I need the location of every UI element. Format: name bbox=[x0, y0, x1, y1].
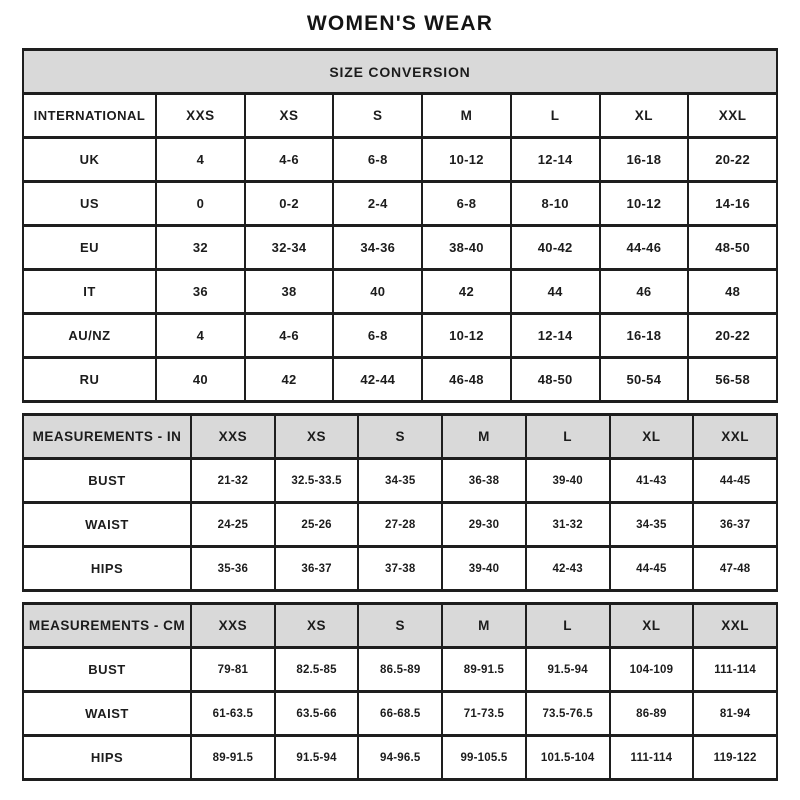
column-header: L bbox=[511, 94, 600, 138]
table-header-row bbox=[23, 415, 777, 459]
table-cell: 16-18 bbox=[600, 314, 689, 358]
table-cell: 34-35 bbox=[610, 503, 694, 547]
row-label: EU bbox=[23, 226, 156, 270]
row-label: BUST bbox=[23, 459, 191, 503]
table-cell: 111-114 bbox=[610, 736, 694, 780]
table-cell: 29-30 bbox=[442, 503, 526, 547]
column-header: XS bbox=[245, 94, 334, 138]
table-row bbox=[23, 226, 777, 270]
table-cell: 44-46 bbox=[600, 226, 689, 270]
table-cell: 0-2 bbox=[245, 182, 334, 226]
table-cell: 25-26 bbox=[275, 503, 359, 547]
table-cell: 79-81 bbox=[191, 648, 275, 692]
table-cell: 94-96.5 bbox=[358, 736, 442, 780]
table-cell: 12-14 bbox=[511, 314, 600, 358]
size-conversion-header: SIZE CONVERSION bbox=[23, 50, 777, 94]
row-label: HIPS bbox=[23, 736, 191, 780]
table-cell: 48-50 bbox=[511, 358, 600, 402]
table-cell: 8-10 bbox=[511, 182, 600, 226]
table-row bbox=[23, 736, 777, 780]
table-cell: 56-58 bbox=[688, 358, 777, 402]
table-cell: 42-43 bbox=[526, 547, 610, 591]
row-label: US bbox=[23, 182, 156, 226]
table-cell: 42-44 bbox=[333, 358, 422, 402]
table-cell: 82.5-85 bbox=[275, 648, 359, 692]
table-row bbox=[23, 314, 777, 358]
table-cell: 39-40 bbox=[442, 547, 526, 591]
table-cell: 86-89 bbox=[610, 692, 694, 736]
table-cell: 63.5-66 bbox=[275, 692, 359, 736]
table-cell: 71-73.5 bbox=[442, 692, 526, 736]
column-header: XXL bbox=[693, 604, 777, 648]
table-cell: 44-45 bbox=[693, 459, 777, 503]
table-cell: 104-109 bbox=[610, 648, 694, 692]
table-cell: 38-40 bbox=[422, 226, 511, 270]
table-cell: 10-12 bbox=[600, 182, 689, 226]
row-label: UK bbox=[23, 138, 156, 182]
measurements-in-header: MEASUREMENTS - IN bbox=[23, 415, 191, 459]
table-cell: 32-34 bbox=[245, 226, 334, 270]
table-cell: 32.5-33.5 bbox=[275, 459, 359, 503]
row-label: RU bbox=[23, 358, 156, 402]
column-header: L bbox=[526, 604, 610, 648]
measurements-in-table bbox=[22, 413, 778, 592]
row-label: WAIST bbox=[23, 692, 191, 736]
table-cell: 36-37 bbox=[275, 547, 359, 591]
column-header: S bbox=[358, 415, 442, 459]
table-cell: 48-50 bbox=[688, 226, 777, 270]
table-cell: 48 bbox=[688, 270, 777, 314]
row-label: HIPS bbox=[23, 547, 191, 591]
table-cell: 20-22 bbox=[688, 314, 777, 358]
table-cell: 73.5-76.5 bbox=[526, 692, 610, 736]
table-cell: 38 bbox=[245, 270, 334, 314]
table-cell: 0 bbox=[156, 182, 245, 226]
column-header: XXL bbox=[688, 94, 777, 138]
table-cell: 20-22 bbox=[688, 138, 777, 182]
row-label: IT bbox=[23, 270, 156, 314]
table-cell: 119-122 bbox=[693, 736, 777, 780]
table-cell: 41-43 bbox=[610, 459, 694, 503]
measurements-cm-header: MEASUREMENTS - CM bbox=[23, 604, 191, 648]
table-cell: 34-35 bbox=[358, 459, 442, 503]
table-cell: 91.5-94 bbox=[275, 736, 359, 780]
table-cell: 81-94 bbox=[693, 692, 777, 736]
table-cell: 27-28 bbox=[358, 503, 442, 547]
table-row bbox=[23, 138, 777, 182]
table-cell: 86.5-89 bbox=[358, 648, 442, 692]
table-row bbox=[23, 459, 777, 503]
table-cell: 6-8 bbox=[422, 182, 511, 226]
column-header: XXS bbox=[191, 415, 275, 459]
table-cell: 4 bbox=[156, 138, 245, 182]
table-row bbox=[23, 270, 777, 314]
row-label: AU/NZ bbox=[23, 314, 156, 358]
table-cell: 37-38 bbox=[358, 547, 442, 591]
table-cell: 99-105.5 bbox=[442, 736, 526, 780]
column-header: M bbox=[442, 415, 526, 459]
table-cell: 39-40 bbox=[526, 459, 610, 503]
column-header: M bbox=[442, 604, 526, 648]
table-cell: 36 bbox=[156, 270, 245, 314]
table-cell: 6-8 bbox=[333, 138, 422, 182]
column-header: XS bbox=[275, 604, 359, 648]
table-header-row bbox=[23, 50, 777, 94]
table-row bbox=[23, 547, 777, 591]
column-header: XXS bbox=[191, 604, 275, 648]
column-header: XXL bbox=[693, 415, 777, 459]
table-row bbox=[23, 94, 777, 138]
table-cell: 4-6 bbox=[245, 138, 334, 182]
table-cell: 47-48 bbox=[693, 547, 777, 591]
size-conversion-table bbox=[22, 48, 778, 403]
table-cell: 40 bbox=[333, 270, 422, 314]
table-cell: 101.5-104 bbox=[526, 736, 610, 780]
column-header: S bbox=[358, 604, 442, 648]
table-cell: 2-4 bbox=[333, 182, 422, 226]
table-row bbox=[23, 182, 777, 226]
table-row bbox=[23, 648, 777, 692]
page-title: WOMEN'S WEAR bbox=[306, 12, 494, 35]
table-cell: 89-91.5 bbox=[191, 736, 275, 780]
row-label: WAIST bbox=[23, 503, 191, 547]
column-header: L bbox=[526, 415, 610, 459]
table-cell: 61-63.5 bbox=[191, 692, 275, 736]
table-cell: 35-36 bbox=[191, 547, 275, 591]
table-cell: 6-8 bbox=[333, 314, 422, 358]
table-cell: 44 bbox=[511, 270, 600, 314]
table-cell: 46-48 bbox=[422, 358, 511, 402]
table-cell: 66-68.5 bbox=[358, 692, 442, 736]
table-cell: 40 bbox=[156, 358, 245, 402]
table-cell: 4 bbox=[156, 314, 245, 358]
table-cell: 40-42 bbox=[511, 226, 600, 270]
table-cell: 12-14 bbox=[511, 138, 600, 182]
table-cell: 16-18 bbox=[600, 138, 689, 182]
table-cell: 32 bbox=[156, 226, 245, 270]
table-cell: 10-12 bbox=[422, 314, 511, 358]
table-cell: 44-45 bbox=[610, 547, 694, 591]
measurements-cm-table bbox=[22, 602, 778, 781]
table-cell: 31-32 bbox=[526, 503, 610, 547]
table-cell: 10-12 bbox=[422, 138, 511, 182]
column-header: XL bbox=[600, 94, 689, 138]
column-header: XS bbox=[275, 415, 359, 459]
table-cell: 42 bbox=[245, 358, 334, 402]
row-label: INTERNATIONAL bbox=[23, 94, 156, 138]
table-cell: 42 bbox=[422, 270, 511, 314]
table-cell: 50-54 bbox=[600, 358, 689, 402]
column-header: XL bbox=[610, 415, 694, 459]
column-header: M bbox=[422, 94, 511, 138]
table-cell: 24-25 bbox=[191, 503, 275, 547]
table-cell: 46 bbox=[600, 270, 689, 314]
column-header: XL bbox=[610, 604, 694, 648]
table-cell: 36-38 bbox=[442, 459, 526, 503]
table-cell: 34-36 bbox=[333, 226, 422, 270]
table-row bbox=[23, 692, 777, 736]
table-cell: 111-114 bbox=[693, 648, 777, 692]
table-cell: 14-16 bbox=[688, 182, 777, 226]
table-cell: 4-6 bbox=[245, 314, 334, 358]
table-cell: 21-32 bbox=[191, 459, 275, 503]
table-cell: 36-37 bbox=[693, 503, 777, 547]
table-cell: 91.5-94 bbox=[526, 648, 610, 692]
column-header: XXS bbox=[156, 94, 245, 138]
table-cell: 89-91.5 bbox=[442, 648, 526, 692]
table-row bbox=[23, 358, 777, 402]
column-header: S bbox=[333, 94, 422, 138]
table-header-row bbox=[23, 604, 777, 648]
row-label: BUST bbox=[23, 648, 191, 692]
table-row bbox=[23, 503, 777, 547]
